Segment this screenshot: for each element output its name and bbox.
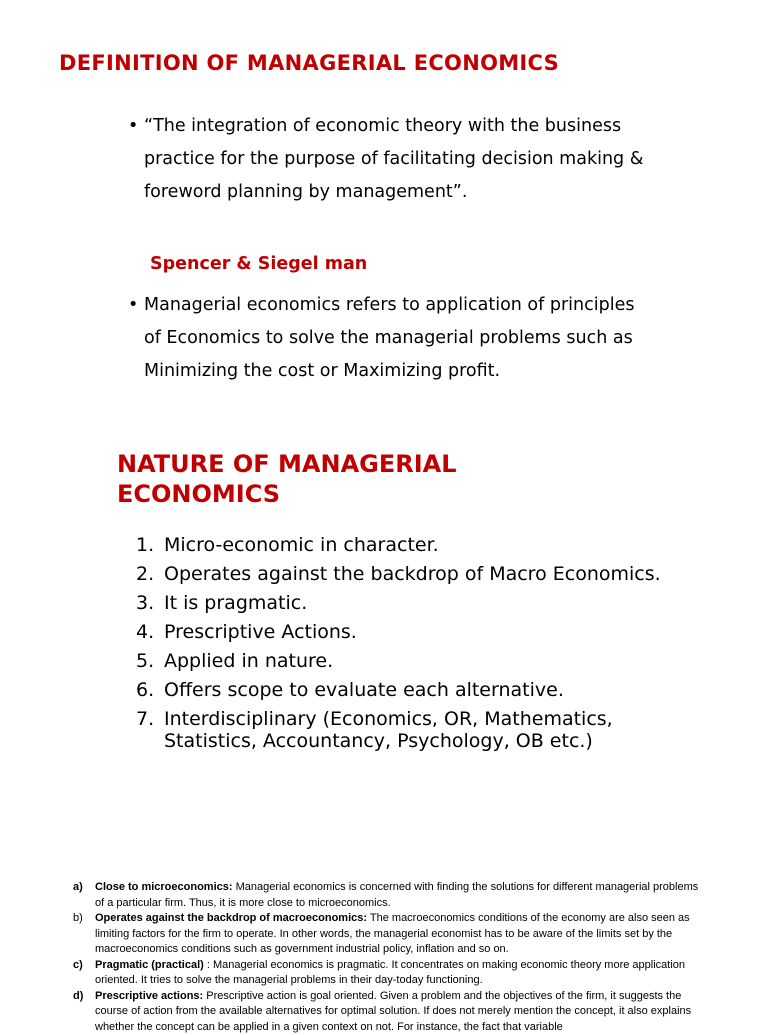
note-item [73,958,703,989]
list-item [136,651,696,673]
list-item-number: 6. [136,680,154,702]
definition-heading: DEFINITION OF MANAGERIAL ECONOMICS [59,51,559,75]
note-item [73,911,703,958]
note-text: The macroeconomics conditions of the economy are also seen as limiting factors for the firm to operate. In other words, the managerial economist has to be aware of the limits set by the macroeconomics conditions such as government industrial policy, inflation and so on. [95,912,690,955]
note-text: Prescriptive action is goal oriented. Given a problem and the objectives of the firm, it suggests the course of action from the available alternatives for optimal solution. If does not merely mention the concept, it also explains whether the concept can be applied in a given context on not. For instance, the fact that variable [95,990,691,1033]
note-label: d) [73,989,83,1005]
note-item [73,880,703,911]
explanatory-notes [73,880,703,1035]
nature-heading: NATURE OF MANAGERIAL ECONOMICS [117,449,537,509]
definition-bullet-text: “The integration of economic theory with the business practice for the purpose of facilitating decision making & foreword planning by management”. [128,110,648,209]
note-term: Operates against the backdrop of macroeconomics: [95,912,367,924]
list-item-text: Prescriptive Actions. [164,621,357,643]
bullet-dot-icon: • [128,289,138,322]
note-item [73,989,703,1035]
list-item-text: Offers scope to evaluate each alternative. [164,679,564,701]
list-item-number: 4. [136,622,154,644]
quote-attribution: Spencer & Siegel man [150,254,367,274]
note-text: : Managerial economics is pragmatic. It concentrates on making economic theory more application oriented. It tries to solve the managerial problems in their day-today functioning. [95,959,685,987]
note-label: b) [73,911,83,927]
note-label: c) [73,958,83,974]
list-item-number: 2. [136,564,154,586]
definition-bullet-text: Managerial economics refers to application of principles of Economics to solve the managerial problems such as Minimizing the cost or Maximizing profit. [128,289,648,388]
nature-list [136,535,696,760]
list-item-number: 1. [136,535,154,557]
bullet-dot-icon: • [128,110,138,143]
list-item [136,564,696,586]
note-term: Prescriptive actions: [95,990,203,1002]
list-item-text: It is pragmatic. [164,592,307,614]
note-term: Close to microeconomics: [95,881,233,893]
note-text: Managerial economics is concerned with finding the solutions for different managerial problems of a particular firm. Thus, it is more close to microeconomics. [95,881,698,909]
list-item-text: Interdisciplinary (Economics, OR, Mathematics, Statistics, Accountancy, Psychology, OB etc.) [164,708,613,752]
list-item [136,593,696,615]
list-item [136,622,696,644]
note-term: Pragmatic (practical) [95,959,204,971]
list-item-text: Applied in nature. [164,650,333,672]
list-item [136,709,696,752]
list-item-number: 5. [136,651,154,673]
list-item-number: 3. [136,593,154,615]
list-item-number: 7. [136,709,154,731]
list-item-text: Micro-economic in character. [164,534,439,556]
list-item-text: Operates against the backdrop of Macro Economics. [164,563,661,585]
list-item [136,535,696,557]
definition-bullet [128,289,648,388]
definition-bullet [128,110,648,209]
list-item [136,680,696,702]
note-label: a) [73,880,83,896]
